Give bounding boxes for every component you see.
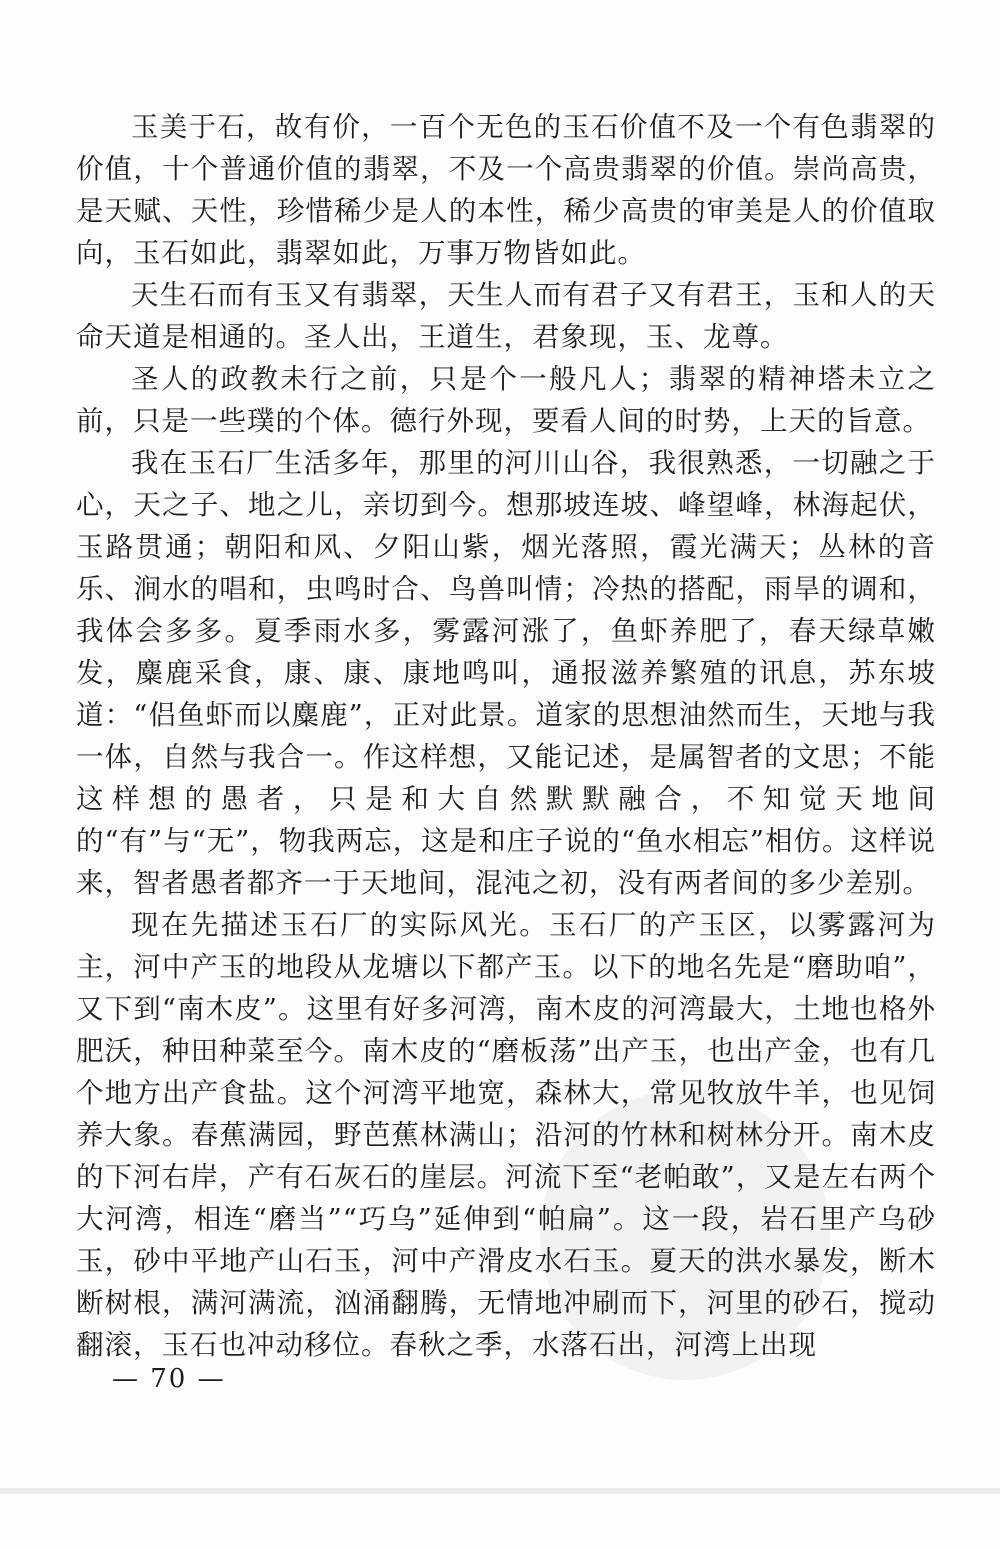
body-text	[76, 106, 936, 1366]
page-number: — 70 —	[112, 1364, 226, 1394]
page-bottom-edge	[0, 1488, 1000, 1494]
paragraph-3: 圣人的政教未行之前，只是个一般凡人；翡翠的精神塔未立之前，只是一些璞的个体。德行外现，要看人间的时势，上天的旨意。	[76, 363, 936, 437]
paragraph-1: 玉美于石，故有价，一百个无色的玉石价值不及一个有色翡翠的价值，十个普通价值的翡翠，不及一个高贵翡翠的价值。崇尚高贵，是天赋、天性，珍惜稀少是人的本性，稀少高贵的审美是人的价值取向，玉石如此，翡翠如此，万事万物皆如此。	[76, 111, 936, 269]
paragraph-5: 现在先描述玉石厂的实际风光。玉石厂的产玉区，以雾露河为主，河中产玉的地段从龙塘以下都产玉。以下的地名先是“磨助咱”，又下到“南木皮”。这里有好多河湾，南木皮的河湾最大，土地也格外肥沃，种田种菜至今。南木皮的“磨板荡”出产玉，也出产金，也有几个地方出产食盐。这个河湾平地宽，森林大，常见牧放牛羊，也见饲养大象。春蕉满园，野芭蕉林满山；沿河的竹林和树林分开。南木皮的下河右岸，产有石灰石的崖层。河流下至“老帕敢”，又是左右两个大河湾，相连“磨当”“巧乌”延伸到“帕扁”。这一段，岩石里产乌砂玉，砂中平地产山石玉，河中产滑皮水石玉。夏天的洪水暴发，断木断树根，满河满流，汹涌翻腾，无情地冲刷而下，河里的砂石，搅动翻滚，玉石也冲动移位。春秋之季，水落石出，河湾上出现	[76, 909, 936, 1361]
paragraph-2: 天生石而有玉又有翡翠，天生人而有君子又有君王，玉和人的天命天道是相通的。圣人出，王道生，君象现，玉、龙尊。	[76, 279, 936, 353]
paragraph-4: 我在玉石厂生活多年，那里的河川山谷，我很熟悉，一切融之于心，天之子、地之儿，亲切到今。想那坡连坡、峰望峰，林海起伏，玉路贯通；朝阳和风、夕阳山紫，烟光落照，霞光满天；丛林的音乐、涧水的唱和，虫鸣时合、鸟兽叫情；冷热的搭配，雨旱的调和，我体会多多。夏季雨水多，雾露河涨了，鱼虾养肥了，春天绿草嫩发，麋鹿采食，康、康、康地鸣叫，通报滋养繁殖的讯息，苏东坡道：“侣鱼虾而以麋鹿”，正对此景。道家的思想油然而生，天地与我一体，自然与我合一。作这样想，又能记述，是属智者的文思；不能这样想的愚者，只是和大自然默默融合，不知觉天地间的“有”与“无”，物我两忘，这是和庄子说的“鱼水相忘”相仿。这样说来，智者愚者都齐一于天地间，混沌之初，没有两者间的多少差别。	[76, 447, 936, 899]
